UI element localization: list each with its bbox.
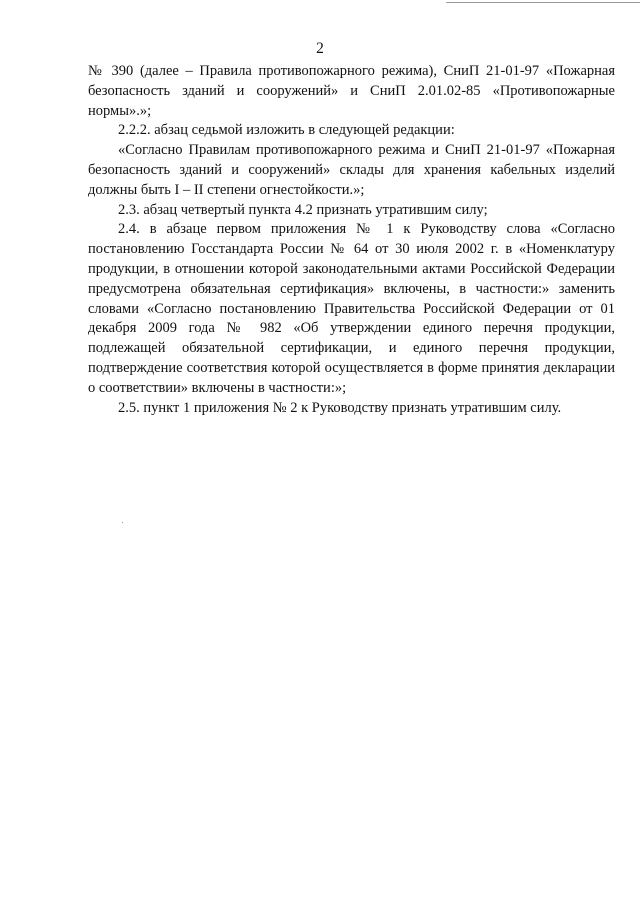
paragraph-2-4: 2.4. в абзаце первом приложения № 1 к Руководству слова «Согласно постановлению Госстандарта России № 64 от 30 июля 2002 г. в «Номенклатуру продукции, в отношении которой законодательными актами Российской Федерации предусмотрена обязательная сертификация» включены, в частности:» заменить словами «Согласно постановлению Правительства Российской Федерации от 01 декабря 2009 года № 982 «Об утверждении единого перечня продукции, подлежащей обязательной сертификации, и единого перечня продукции, подтверждение соответствия которой осуществляется в форме принятия декларации о соответствии» включены в частности:»; <box>88 221 615 396</box>
paragraph-2-5: 2.5. пункт 1 приложения № 2 к Руководству признать утратившим силу. <box>118 399 562 416</box>
paragraph-continuation-p1: № 390 (далее – Правила противопожарного режима), СниП 21-01-97 «Пожарная безопасность зданий и сооружений» и СниП 2.01.02-85 «Противопожарные нормы».»; <box>88 63 615 119</box>
top-edge-line <box>446 2 640 3</box>
page-number: 2 <box>316 40 324 57</box>
paragraph-2-2-2-quote: «Согласно Правилам противопожарного режима и СниП 21-01-97 «Пожарная безопасность зданий и сооружений» склады для хранения кабельных изделий должны быть I – II степени огнестойкости.»; <box>88 142 615 198</box>
scan-artifact-dot <box>122 522 123 523</box>
paragraph-2-2-2: 2.2.2. абзац седьмой изложить в следующей редакции: <box>118 122 455 139</box>
paragraph-2-3: 2.3. абзац четвертый пункта 4.2 признать утратившим силу; <box>118 201 488 218</box>
document-body <box>88 62 615 418</box>
